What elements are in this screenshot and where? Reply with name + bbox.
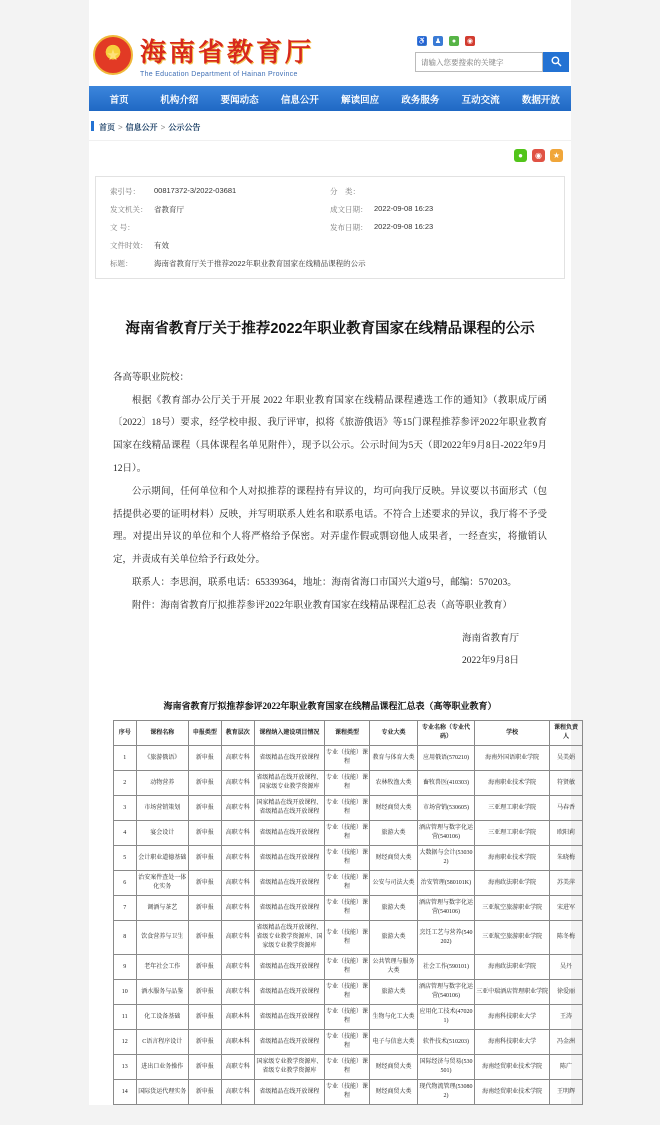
- cell-r2-c7: 畜牧兽医(410303): [417, 771, 474, 796]
- search-input[interactable]: [415, 52, 543, 72]
- cell-r13-c9: 陈广: [550, 1055, 583, 1080]
- cell-r4-c7: 酒店管理与数字化运营(540106): [417, 821, 474, 846]
- cell-r3-c3: 高职专科: [221, 796, 254, 821]
- cell-r9-c1: 老年社会工作: [136, 955, 189, 980]
- cell-r3-c5: 专业（技能）课程: [325, 796, 370, 821]
- breadcrumb-separator: >: [118, 123, 123, 132]
- cell-r9-c8: 海南政法职业学院: [475, 955, 550, 980]
- meta-label-0: 索引号：: [110, 187, 140, 196]
- cell-r12-c9: 冯金洲: [550, 1030, 583, 1055]
- cell-r7-c3: 高职专科: [221, 896, 254, 921]
- cell-r10-c6: 旅游大类: [370, 980, 418, 1005]
- cell-r7-c8: 三亚航空旅游职业学院: [475, 896, 550, 921]
- cell-r1-c2: 新申报: [189, 746, 222, 771]
- search-button[interactable]: [543, 52, 569, 72]
- table-row: [114, 921, 583, 955]
- cell-r14-c1: 国际货运代理实务: [136, 1080, 189, 1105]
- col-header-3: 教育层次: [221, 721, 254, 746]
- cell-r5-c9: 朱晓梅: [550, 846, 583, 871]
- breadcrumb-tick: [91, 121, 94, 131]
- cell-r2-c4: 省级精品在线开放课程、国家级专业教学资源库: [254, 771, 324, 796]
- col-header-0: 序号: [114, 721, 137, 746]
- cell-r9-c9: 吴丹: [550, 955, 583, 980]
- cell-r14-c0: 14: [114, 1080, 137, 1105]
- cell-r6-c8: 海南政法职业学院: [475, 871, 550, 896]
- table-row: [114, 980, 583, 1005]
- cell-r10-c0: 10: [114, 980, 137, 1005]
- col-header-6: 专业大类: [370, 721, 418, 746]
- cell-r11-c3: 高职本科: [221, 1005, 254, 1030]
- cell-r7-c7: 酒店管理与数字化运营(540106): [417, 896, 474, 921]
- cell-r10-c1: 酒水服务与品鉴: [136, 980, 189, 1005]
- search-bar: [415, 52, 569, 72]
- cell-r11-c7: 应用化工技术(470201): [417, 1005, 474, 1030]
- cell-r6-c4: 省级精品在线开放课程: [254, 871, 324, 896]
- breadcrumb-item-0[interactable]: 首页: [99, 123, 115, 132]
- meta-label-4: 文 号：: [110, 223, 135, 232]
- cell-r8-c8: 三亚航空旅游职业学院: [475, 921, 550, 955]
- table-row: [114, 771, 583, 796]
- cell-r8-c1: 饮食营养与卫生: [136, 921, 189, 955]
- cell-r3-c1: 市场营销策划: [136, 796, 189, 821]
- meta-field-0: [110, 186, 330, 197]
- col-header-1: 课程名称: [136, 721, 189, 746]
- cell-r6-c9: 苏美萍: [550, 871, 583, 896]
- cell-r2-c8: 海南职业技术学院: [475, 771, 550, 796]
- nav-item-2[interactable]: 要闻动态: [220, 94, 259, 106]
- cell-r4-c6: 旅游大类: [370, 821, 418, 846]
- cell-r13-c8: 海南经贸职业技术学院: [475, 1055, 550, 1080]
- cell-r10-c4: 省级精品在线开放课程: [254, 980, 324, 1005]
- meta-field-6: [110, 240, 550, 251]
- cell-r12-c6: 电子与信息大类: [370, 1030, 418, 1055]
- table-row: [114, 1055, 583, 1080]
- signer: 海南省教育厅: [461, 633, 519, 644]
- cell-r9-c0: 9: [114, 955, 137, 980]
- cell-r11-c4: 省级精品在线开放课程: [254, 1005, 324, 1030]
- nav-item-5[interactable]: 政务服务: [401, 94, 440, 106]
- cell-r7-c2: 新申报: [189, 896, 222, 921]
- cell-r3-c4: 国家精品在线开放课程、省级精品在线开放课程: [254, 796, 324, 821]
- cell-r8-c2: 新申报: [189, 921, 222, 955]
- cell-r12-c2: 新申报: [189, 1030, 222, 1055]
- cell-r2-c1: 动物营养: [136, 771, 189, 796]
- cell-r13-c0: 13: [114, 1055, 137, 1080]
- cell-r3-c6: 财经商贸大类: [370, 796, 418, 821]
- document-meta-box: [95, 176, 565, 279]
- cell-r10-c8: 三亚中瑞酒店管理职业学院: [475, 980, 550, 1005]
- cell-r11-c1: 化工设备基础: [136, 1005, 189, 1030]
- cell-r9-c5: 专业（技能）课程: [325, 955, 370, 980]
- meta-value-7: 海南省教育厅关于推荐2022年职业教育国家在线精品课程的公示: [154, 259, 366, 268]
- meta-value-0: 00817372-3/2022-03681: [154, 186, 237, 195]
- cell-r14-c3: 高职专科: [221, 1080, 254, 1105]
- table-row: [114, 1005, 583, 1030]
- table-row: [114, 796, 583, 821]
- meta-label-7: 标题：: [110, 259, 133, 268]
- attachment-table: [113, 720, 583, 1105]
- cell-r7-c1: 调酒与茶艺: [136, 896, 189, 921]
- breadcrumb-item-2[interactable]: 公示公告: [168, 123, 201, 132]
- cell-r1-c9: 吴美娟: [550, 746, 583, 771]
- cell-r10-c2: 新申报: [189, 980, 222, 1005]
- cell-r1-c4: 省级精品在线开放课程: [254, 746, 324, 771]
- cell-r10-c5: 专业（技能）课程: [325, 980, 370, 1005]
- cell-r4-c1: 宴会设计: [136, 821, 189, 846]
- table-row: [114, 821, 583, 846]
- cell-r1-c0: 1: [114, 746, 137, 771]
- cell-r12-c7: 软件技术(510203): [417, 1030, 474, 1055]
- cell-r11-c5: 专业（技能）课程: [325, 1005, 370, 1030]
- cell-r2-c2: 新申报: [189, 771, 222, 796]
- meta-label-1: 分 类：: [330, 187, 360, 196]
- cell-r6-c1: 治安案件查处一体化实务: [136, 871, 189, 896]
- cell-r14-c8: 海南经贸职业技术学院: [475, 1080, 550, 1105]
- meta-field-4: [110, 222, 330, 233]
- cell-r11-c2: 新申报: [189, 1005, 222, 1030]
- quick-icons-bar: [417, 36, 569, 46]
- paragraph-2: 联系人：李思润，联系电话：65339364，地址：海南省海口市国兴大道9号，邮编：570203。: [132, 577, 517, 588]
- cell-r4-c3: 高职专科: [221, 821, 254, 846]
- cell-r14-c7: 现代物流管理(530802): [417, 1080, 474, 1105]
- site-header: [89, 28, 571, 86]
- meta-field-2: [110, 204, 330, 215]
- cell-r10-c7: 酒店管理与数字化运营(540106): [417, 980, 474, 1005]
- breadcrumb: [89, 111, 571, 141]
- cell-r1-c6: 教育与体育大类: [370, 746, 418, 771]
- table-row: [114, 896, 583, 921]
- cell-r10-c3: 高职专科: [221, 980, 254, 1005]
- table-row: [114, 871, 583, 896]
- nav-item-3[interactable]: 信息公开: [280, 94, 319, 106]
- meta-value-5: 2022-09-08 16:23: [374, 222, 434, 231]
- weibo-icon[interactable]: ◉: [466, 38, 474, 45]
- table-row: [114, 1030, 583, 1055]
- cell-r8-c7: 烹饪工艺与营养(540202): [417, 921, 474, 955]
- cell-r3-c0: 3: [114, 796, 137, 821]
- cell-r14-c6: 财经商贸大类: [370, 1080, 418, 1105]
- paragraph-1: 公示期间，任何单位和个人对拟推荐的课程持有异议的，均可向我厅反映。异议要以书面形式（包括提供必要的证明材料）反映，并写明联系人姓名和联系电话。不符合上述要求的异议，我厅将不予受理。对提出异议的单位和个人将严格给予保密。对弄虚作假或剽窃他人成果者，一经查实，将撤销认定，并责成有关单位给予行政处分。: [113, 486, 547, 566]
- meta-value-2: 省教育厅: [154, 205, 184, 214]
- meta-field-3: [330, 204, 550, 215]
- share-wechat-icon[interactable]: ●: [514, 149, 527, 162]
- meta-field-7: [110, 258, 550, 269]
- cell-r12-c1: C语言程序设计: [136, 1030, 189, 1055]
- table-header-row: [114, 721, 583, 746]
- cell-r8-c9: 陈冬梅: [550, 921, 583, 955]
- cell-r5-c2: 新申报: [189, 846, 222, 871]
- col-header-9: 课程负责人: [550, 721, 583, 746]
- site-subtitle: The Education Department of Hainan Province: [140, 71, 298, 78]
- cell-r4-c2: 新申报: [189, 821, 222, 846]
- cell-r5-c5: 专业（技能）课程: [325, 846, 370, 871]
- cell-r12-c0: 12: [114, 1030, 137, 1055]
- cell-r13-c1: 进出口业务操作: [136, 1055, 189, 1080]
- cell-r11-c8: 海南科技职业大学: [475, 1005, 550, 1030]
- table-row: [114, 846, 583, 871]
- table-row: [114, 746, 583, 771]
- cell-r14-c9: 王明辉: [550, 1080, 583, 1105]
- cell-r7-c0: 7: [114, 896, 137, 921]
- cell-r4-c4: 省级精品在线开放课程: [254, 821, 324, 846]
- cell-r5-c4: 省级精品在线开放课程: [254, 846, 324, 871]
- cell-r3-c9: 马春香: [550, 796, 583, 821]
- cell-r5-c3: 高职专科: [221, 846, 254, 871]
- cell-r8-c0: 8: [114, 921, 137, 955]
- meta-label-3: 成文日期：: [330, 205, 368, 214]
- cell-r14-c2: 新申报: [189, 1080, 222, 1105]
- national-emblem-icon: ★: [93, 35, 133, 75]
- nav-item-4[interactable]: 解读回应: [341, 94, 380, 106]
- cell-r9-c2: 新申报: [189, 955, 222, 980]
- main-nav: [89, 86, 571, 111]
- cell-r8-c6: 旅游大类: [370, 921, 418, 955]
- cell-r3-c8: 三亚理工职业学院: [475, 796, 550, 821]
- col-header-8: 学校: [475, 721, 550, 746]
- accessibility-icon[interactable]: ♿: [417, 38, 427, 45]
- cell-r7-c6: 旅游大类: [370, 896, 418, 921]
- cell-r5-c6: 财经商贸大类: [370, 846, 418, 871]
- cell-r2-c0: 2: [114, 771, 137, 796]
- cell-r2-c6: 农林牧渔大类: [370, 771, 418, 796]
- meta-field-5: [330, 222, 550, 233]
- document-body: [89, 319, 579, 1105]
- paragraph-3: 附件：海南省教育厅拟推荐参评2022年职业教育国家在线精品课程汇总表（高等职业教育）: [132, 600, 513, 611]
- breadcrumb-item-1[interactable]: 信息公开: [125, 123, 158, 132]
- site-title: 海南省教育厅: [140, 38, 315, 67]
- cell-r13-c3: 高职专科: [221, 1055, 254, 1080]
- cell-r7-c9: 宋进军: [550, 896, 583, 921]
- cell-r2-c5: 专业（技能）课程: [325, 771, 370, 796]
- cell-r9-c4: 省级精品在线开放课程: [254, 955, 324, 980]
- cell-r9-c6: 公共管理与服务大类: [370, 955, 418, 980]
- cell-r12-c4: 省级精品在线开放课程: [254, 1030, 324, 1055]
- meta-label-5: 发布日期：: [330, 223, 368, 232]
- attachment-table-title: 海南省教育厅拟推荐参评2022年职业教育国家在线精品课程汇总表（高等职业教育）: [163, 701, 497, 712]
- cell-r6-c6: 公安与司法大类: [370, 871, 418, 896]
- table-row: [114, 1080, 583, 1105]
- cell-r5-c1: 会计职业道德基础: [136, 846, 189, 871]
- cell-r5-c8: 海南职业技术学院: [475, 846, 550, 871]
- cell-r13-c4: 国家级专业教学资源库、省级专业教学资源库: [254, 1055, 324, 1080]
- col-header-2: 申报类型: [189, 721, 222, 746]
- cell-r12-c5: 专业（技能）课程: [325, 1030, 370, 1055]
- breadcrumb-separator: >: [160, 123, 166, 132]
- nav-item-7[interactable]: 数据开放: [521, 94, 560, 106]
- wechat-icon[interactable]: ●: [449, 36, 459, 46]
- col-header-4: 课程纳入建设项目情况: [254, 721, 324, 746]
- cell-r6-c3: 高职专科: [221, 871, 254, 896]
- cell-r6-c7: 治安管理(580101K): [417, 871, 474, 896]
- col-header-5: 课程类型: [325, 721, 370, 746]
- salutation: 各高等职业院校：: [113, 372, 190, 383]
- cell-r3-c7: 市场营销(530605): [417, 796, 474, 821]
- cell-r13-c7: 国际经济与贸易(530501): [417, 1055, 474, 1080]
- meta-label-6: 文件时效：: [110, 241, 148, 250]
- cell-r4-c8: 三亚理工职业学院: [475, 821, 550, 846]
- cell-r4-c5: 专业（技能）课程: [325, 821, 370, 846]
- cell-r1-c1: 《旅游俄语》: [136, 746, 189, 771]
- favorite-star-icon[interactable]: ★: [550, 149, 563, 162]
- cell-r9-c3: 高职专科: [221, 955, 254, 980]
- cell-r2-c3: 高职专科: [221, 771, 254, 796]
- cell-r1-c3: 高职专科: [221, 746, 254, 771]
- cell-r7-c4: 省级精品在线开放课程: [254, 896, 324, 921]
- cell-r11-c6: 生物与化工大类: [370, 1005, 418, 1030]
- cell-r13-c5: 专业（技能）课程: [325, 1055, 370, 1080]
- col-header-7: 专业名称（专业代码）: [417, 721, 474, 746]
- sign-date: 2022年9月8日: [461, 656, 519, 667]
- cell-r14-c5: 专业（技能）课程: [325, 1080, 370, 1105]
- cell-r2-c9: 符贤敏: [550, 771, 583, 796]
- meta-field-1: [330, 186, 550, 197]
- table-row: [114, 955, 583, 980]
- cell-r8-c4: 省级精品在线开放课程、省级专业教学资源库、国家级专业教学资源库: [254, 921, 324, 955]
- cell-r1-c7: 应用俄语(570210): [417, 746, 474, 771]
- meta-value-3: 2022-09-08 16:23: [374, 204, 434, 213]
- share-weibo-icon[interactable]: ◉: [532, 149, 545, 162]
- share-icons-bar: [89, 141, 571, 166]
- cell-r12-c3: 高职本科: [221, 1030, 254, 1055]
- cell-r1-c5: 专业（技能）课程: [325, 746, 370, 771]
- cell-r4-c9: 欧阳莉: [550, 821, 583, 846]
- elder-mode-icon[interactable]: ♟: [434, 38, 442, 45]
- document-title: 海南省教育厅关于推荐2022年职业教育国家在线精品课程的公示: [125, 321, 535, 337]
- cell-r8-c3: 高职专科: [221, 921, 254, 955]
- cell-r6-c2: 新申报: [189, 871, 222, 896]
- search-icon: [551, 55, 562, 70]
- cell-r11-c9: 王涛: [550, 1005, 583, 1030]
- cell-r5-c7: 大数据与会计(530302): [417, 846, 474, 871]
- cell-r12-c8: 海南科技职业大学: [475, 1030, 550, 1055]
- nav-item-6[interactable]: 互动交流: [461, 94, 500, 106]
- cell-r13-c2: 新申报: [189, 1055, 222, 1080]
- cell-r9-c7: 社会工作(590101): [417, 955, 474, 980]
- cell-r6-c5: 专业（技能）课程: [325, 871, 370, 896]
- cell-r10-c9: 徐爱丽: [550, 980, 583, 1005]
- cell-r5-c0: 5: [114, 846, 137, 871]
- nav-item-1[interactable]: 机构介绍: [160, 94, 199, 106]
- page-container: [89, 0, 579, 1105]
- cell-r8-c5: 专业（技能）课程: [325, 921, 370, 955]
- cell-r11-c0: 11: [114, 1005, 137, 1030]
- site-logo: [93, 32, 314, 78]
- cell-r1-c8: 海南外国语职业学院: [475, 746, 550, 771]
- cell-r7-c5: 专业（技能）课程: [325, 896, 370, 921]
- paragraph-0: 根据《教育部办公厅关于开展 2022 年职业教育国家在线精品课程遴选工作的通知》（教职成厅函〔2022〕18号）要求，经学校申报、我厅评审，拟将《旅游俄语》等15门课程推荐参评2022年职业教育国家在线精品课程（具体课程名单见附件），现予以公示。公示时间为5天（即2022年9月8日-2022年9月12日）。: [113, 395, 547, 474]
- cell-r6-c0: 6: [114, 871, 137, 896]
- cell-r14-c4: 省级精品在线开放课程: [254, 1080, 324, 1105]
- nav-item-0[interactable]: 首页: [109, 94, 129, 106]
- meta-value-6: 有效: [154, 241, 169, 250]
- meta-label-2: 发文机关：: [110, 205, 148, 214]
- cell-r3-c2: 新申报: [189, 796, 222, 821]
- cell-r13-c6: 财经商贸大类: [370, 1055, 418, 1080]
- cell-r4-c0: 4: [114, 821, 137, 846]
